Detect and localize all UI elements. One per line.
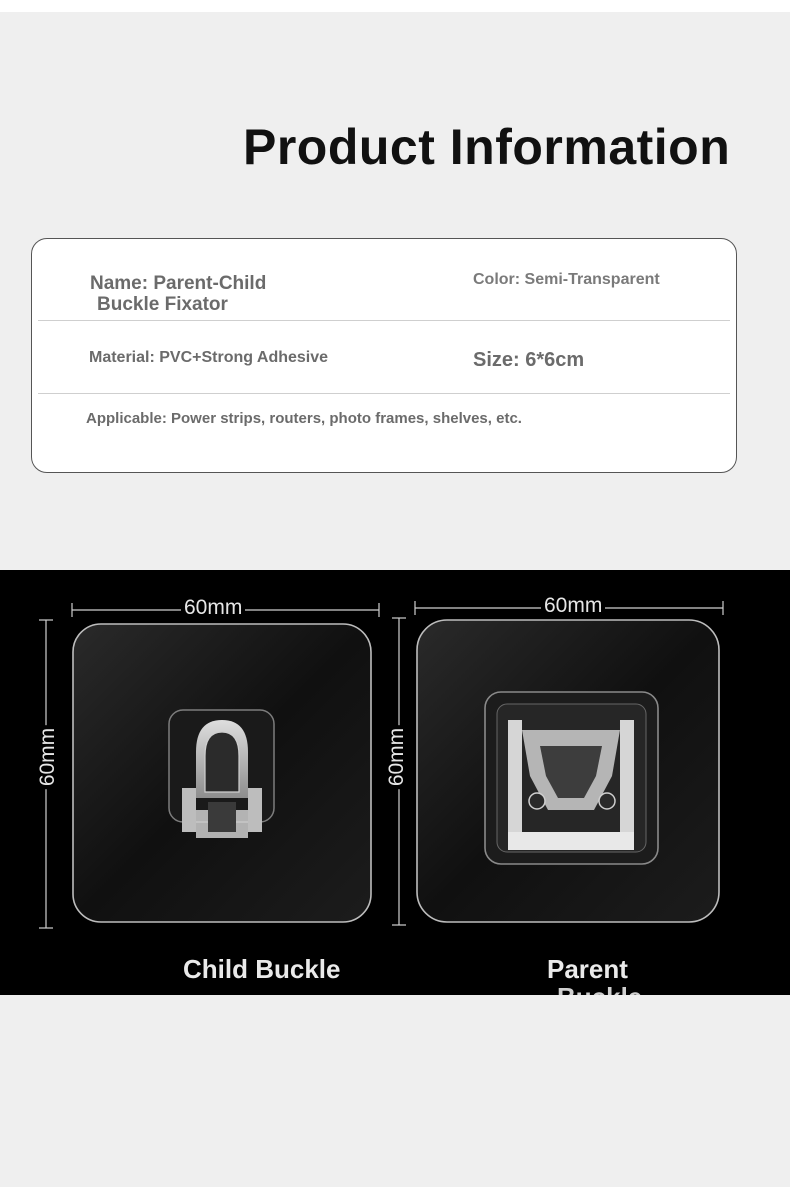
divider [38, 320, 730, 321]
child-height-label: 60mm [37, 725, 59, 789]
product-info-card [31, 238, 737, 473]
child-buckle-caption: Child Buckle [183, 954, 341, 984]
bottom-blank-area [0, 995, 790, 1187]
parent-width-label: 60mm [541, 595, 605, 617]
parent-caption-line-1: Parent [547, 954, 628, 984]
top-strip [0, 0, 790, 12]
product-photo-band [0, 570, 790, 995]
child-width-label: 60mm [181, 597, 245, 619]
parent-height-label: 60mm [386, 725, 408, 789]
size-field: Size: 6*6cm [473, 349, 585, 371]
color-field: Color: Semi-Transparent [473, 271, 660, 288]
child-buckle-pad [73, 624, 371, 922]
applicable-field: Applicable: Power strips, routers, photo frames, shelves, etc. [86, 410, 522, 427]
name-field [90, 273, 266, 315]
name-line-1: Name: Parent-Child [90, 273, 267, 294]
name-line-2: Buckle Fixator [97, 294, 228, 315]
page-title: Product Information [243, 119, 731, 175]
material-field: Material: PVC+Strong Adhesive [89, 349, 329, 366]
parent-buckle-pad [417, 620, 719, 922]
divider [38, 393, 730, 394]
